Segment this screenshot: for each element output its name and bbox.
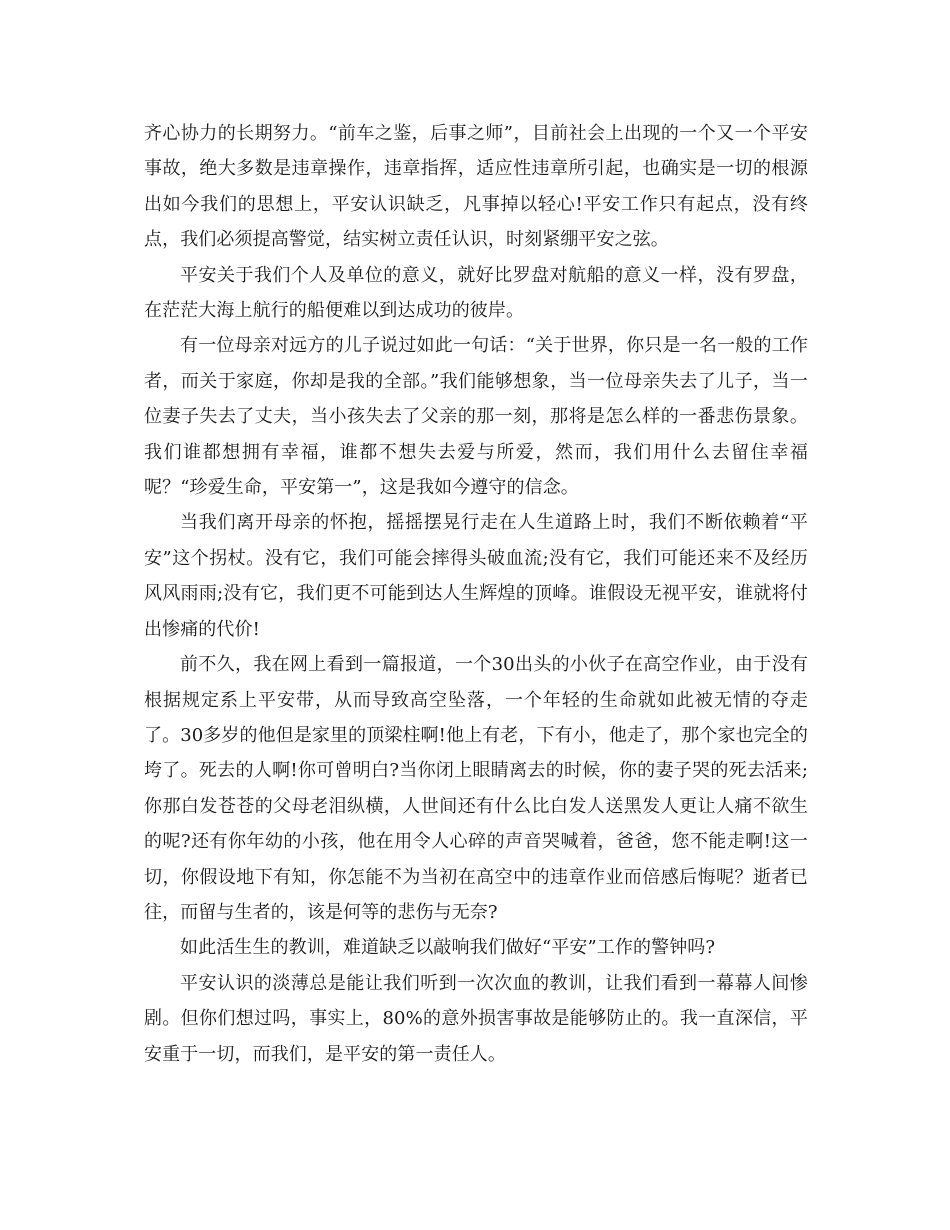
document-body [144,116,808,1072]
paragraph: 如此活生生的教训，难道缺乏以敲响我们做好“平安”工作的警钟吗? [180,937,716,959]
paragraph: 平安关于我们个人及单位的意义，就好比罗盘对航船的意义一样，没有罗盘，在茫茫大海上航行的船便难以到达成功的彼岸。 [144,264,808,322]
paragraph: 前不久，我在网上看到一篇报道，一个30出头的小伙子在高空作业，由于没有根据规定系上平安带，从而导致高空坠落，一个年轻的生命就如此被无情的夺走了。30多岁的他但是家里的顶梁柱啊!他上有老，下有小，他走了，那个家也完全的垮了。死去的人啊!你可曾明白?当你闭上眼睛离去的时候，你的妻子哭的死去活来;你那白发苍苍的父母老泪纵横，人世间还有什么比白发人送黑发人更让人痛不欲生的呢?还有你年幼的小孩，他在用令人心碎的声音哭喊着，爸爸，您不能走啊!这一切，你假设地下有知，你怎能不为当初在高空中的违章作业而倍感后悔呢？逝者已往，而留与生者的，该是何等的悲伤与无奈? [144,654,808,923]
paragraph: 有一位母亲对远方的儿子说过如此一句话：“关于世界，你只是一名一般的工作者，而关于家庭，你却是我的全部。”我们能够想象，当一位母亲失去了儿子，当一位妻子失去了丈夫，当小孩失去了父亲的那一刻，那将是怎么样的一番悲伤景象。我们谁都想拥有幸福，谁都不想失去爱与所爱，然而，我们用什么去留住幸福呢？“珍爱生命，平安第一”，这是我如今遵守的信念。 [144,335,808,499]
paragraph: 齐心协力的长期努力。“前车之鉴，后事之师”，目前社会上出现的一个又一个平安事故，绝大多数是违章操作，违章指挥，适应性违章所引起，也确实是一切的根源出如今我们的思想上，平安认识缺乏，凡事掉以轻心!平安工作只有起点，没有终点，我们必须提高警觉，结实树立责任认识，时刻紧绷平安之弦。 [144,123,808,251]
paragraph: 平安认识的淡薄总是能让我们听到一次次血的教训，让我们看到一幕幕人间惨剧。但你们想过吗，事实上，80%的意外损害事故是能够防止的。我一直深信，平安重于一切，而我们，是平安的第一责任人。 [144,972,808,1065]
paragraph: 当我们离开母亲的怀抱，摇摇摆晃行走在人生道路上时，我们不断依赖着“平安”这个拐杖。没有它，我们可能会摔得头破血流;没有它，我们可能还来不及经历风风雨雨;没有它，我们更不可能到达人生辉煌的顶峰。谁假设无视平安，谁就将付出惨痛的代价! [144,512,808,640]
